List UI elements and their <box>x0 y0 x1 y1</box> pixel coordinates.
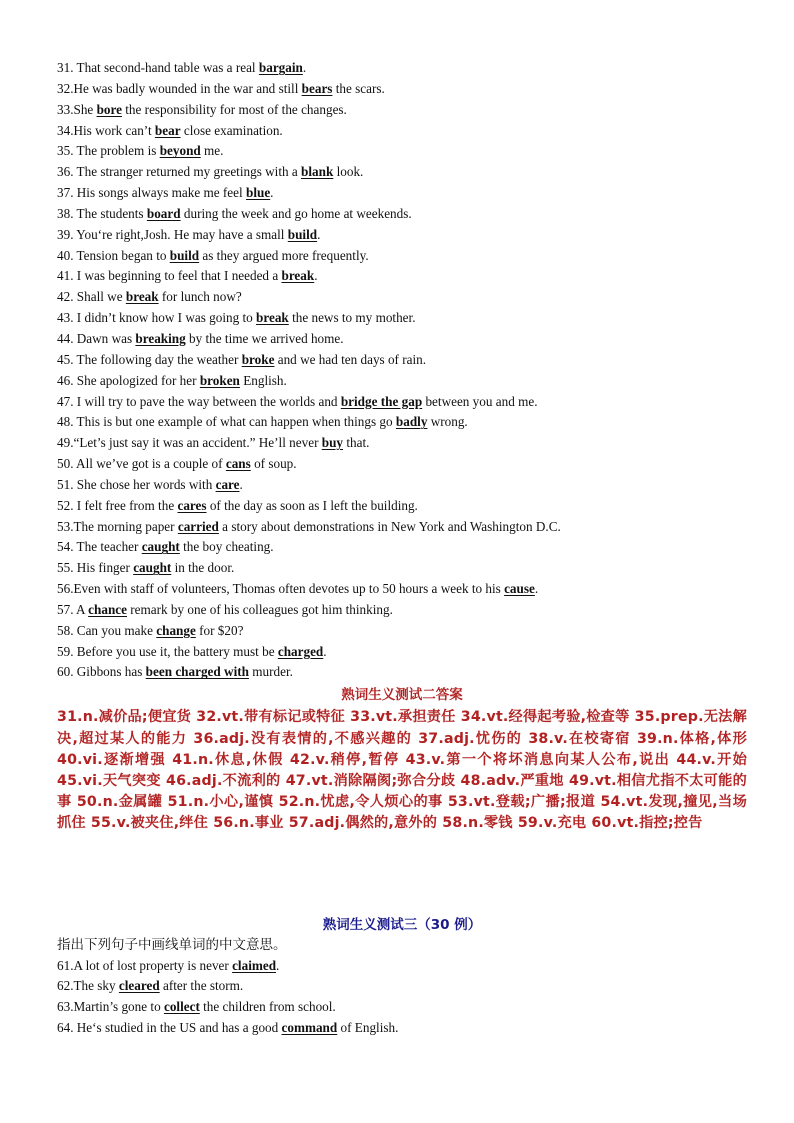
question-item <box>57 517 747 538</box>
question-text-after: the news to my mother. <box>288 310 416 326</box>
question-text-before: 35. The problem is <box>57 143 160 159</box>
question-text-after: of soup. <box>250 456 297 472</box>
question-text-after: the responsibility for most of the changes. <box>121 101 347 117</box>
question-text-before: 61.A lot of lost property is never <box>57 957 233 973</box>
question-text-before: 31. That second-hand table was a real <box>57 60 259 75</box>
underlined-word: caught <box>133 560 172 576</box>
question-text-before: 59. Before you use it, the battery must be <box>57 643 278 659</box>
question-text-before: 49.“Let’s just say it was an accident.” He’ll never <box>57 435 322 451</box>
question-item <box>57 454 747 475</box>
question-text-before: 56.Even with staff of volunteers, Thomas often devotes up to 50 hours a week to his <box>57 581 505 597</box>
question-item <box>57 956 747 977</box>
question-text-before: 36. The stranger returned my greetings with a <box>57 164 302 180</box>
answer-key-text: 31.n.减价品;便宜货 32.vt.带有标记或特征 33.vt.承担责任 34.vt.经得起考验,检查等 35.prep.无法解决,超过某人的能力 36.adj.没有表情的,不感兴趣的 37.adj.忧伤的 38.v.在校寄宿 39.n.体格,体形 40.vi.逐渐增强 41.n.休息,休假 42.v.稍停,暂停 43.v.第一个将坏消息向某人公布,说出 44.v.开始 45.vi.天气突变 46.adj.不流利的 47.vt.消除隔阂;弥合分歧 48.adv.严重地 49.vt.相信尤指不太可能的事 50.n.金属罐 51.n.小心,谨慎 52.n.忧虑,令人烦心的事 53.vt.登载;广播;报道 54.vt.发现,撞见,当场抓住 55.v.被夹住,绊住 56.n.事业 57.adj.偶然的,意外的 58.n.零钱 59.v.充电 60.vt.指控;控告 <box>57 709 747 832</box>
question-item <box>57 496 747 517</box>
question-text-before: 32.He was badly wounded in the war and still <box>57 80 302 96</box>
question-text-after: . <box>534 581 539 597</box>
question-item <box>57 412 747 433</box>
question-text-before: 62.The sky <box>57 978 119 994</box>
question-text-before: 55. His finger <box>57 560 134 576</box>
question-text-after: the scars. <box>332 80 385 96</box>
question-item <box>57 204 747 225</box>
question-item <box>57 579 747 600</box>
question-text-before: 51. She chose her words with <box>57 476 216 492</box>
question-item <box>57 100 747 121</box>
question-text-after: the boy cheating. <box>179 539 274 555</box>
question-item <box>57 433 747 454</box>
question-text-after: remark by one of his colleagues got him thinking. <box>126 601 393 617</box>
question-item <box>57 58 747 79</box>
underlined-word: break <box>256 310 289 326</box>
question-list-part3 <box>57 956 747 1039</box>
question-text-after: close examination. <box>180 122 283 138</box>
question-text-after: wrong. <box>427 414 468 430</box>
answer-key-title: 熟词生义测试二答案 <box>341 687 463 704</box>
underlined-word: cares <box>177 497 207 513</box>
question-text-before: 63.Martin’s gone to <box>57 999 164 1015</box>
question-item <box>57 162 747 183</box>
section-spacer <box>57 835 747 915</box>
question-text-before: 58. Can you make <box>57 622 157 638</box>
underlined-word: build <box>169 247 200 263</box>
underlined-word: carried <box>177 518 219 534</box>
question-text-after: as they argued more frequently. <box>199 247 369 263</box>
underlined-word: broken <box>199 372 240 388</box>
question-item <box>57 600 747 621</box>
underlined-word: bore <box>96 101 122 117</box>
question-item <box>57 997 747 1018</box>
question-item <box>57 329 747 350</box>
question-text-before: 44. Dawn was <box>57 330 136 346</box>
underlined-word: bridge the gap <box>340 393 423 409</box>
question-item <box>57 537 747 558</box>
question-item <box>57 225 747 246</box>
underlined-word: caught <box>141 539 180 555</box>
question-text-before: 54. The teacher <box>57 539 142 555</box>
worksheet-page <box>57 58 747 1039</box>
question-text-before: 50. All we’ve got is a couple of <box>57 456 226 472</box>
underlined-word: bears <box>301 80 333 96</box>
underlined-word: badly <box>395 414 428 430</box>
question-text-before: 46. She apologized for her <box>57 372 200 388</box>
underlined-word: buy <box>321 435 344 451</box>
underlined-word: break <box>281 268 315 284</box>
underlined-word: board <box>146 205 181 221</box>
question-item <box>57 976 747 997</box>
underlined-word: cause <box>504 581 535 597</box>
question-item <box>57 642 747 663</box>
test3-title: 熟词生义测试三（30 例） <box>322 916 482 933</box>
question-text-before: 45. The following day the weather <box>57 351 242 367</box>
question-item <box>57 1018 747 1039</box>
underlined-word: charged <box>277 643 324 659</box>
question-text-after: during the week and go home at weekends. <box>180 205 412 221</box>
question-text-after: of the day as soon as I left the building. <box>206 497 418 513</box>
question-item <box>57 350 747 371</box>
underlined-word: break <box>125 289 159 305</box>
underlined-word: change <box>156 622 196 638</box>
question-text-before: 38. The students <box>57 205 147 221</box>
test3-instruction: 指出下列句子中画线单词的中文意思。 <box>57 936 287 953</box>
question-item <box>57 141 747 162</box>
question-text-after: . <box>276 957 280 973</box>
question-text-before: 39. You‘re right,Josh. He may have a small <box>57 226 288 242</box>
question-text-before: 43. I didn’t know how I was going to <box>57 310 257 326</box>
underlined-word: bear <box>154 122 181 138</box>
question-item <box>57 79 747 100</box>
question-text-before: 57. A <box>57 601 89 617</box>
question-text-after: the children from school. <box>199 999 336 1015</box>
question-text-before: 40. Tension began to <box>57 247 170 263</box>
question-text-after: English. <box>239 372 287 388</box>
question-text-before: 47. I will try to pave the way between the worlds and <box>57 393 341 409</box>
question-item <box>57 183 747 204</box>
question-text-after: of English. <box>337 1020 399 1036</box>
question-text-after: . <box>317 226 321 242</box>
question-text-before: 48. This is but one example of what can happen when things go <box>57 414 396 430</box>
question-text-after: between you and me. <box>422 393 538 409</box>
question-item <box>57 621 747 642</box>
question-text-after: in the door. <box>171 560 235 576</box>
underlined-word: care <box>215 476 240 492</box>
question-text-after: that. <box>343 435 370 451</box>
question-text-after: a story about demonstrations in New York and Washington D.C. <box>218 518 561 534</box>
underlined-word: bargain <box>258 60 303 75</box>
underlined-word: beyond <box>159 143 201 159</box>
question-item <box>57 662 747 683</box>
underlined-word: been charged with <box>145 664 249 680</box>
question-text-after: after the storm. <box>159 978 244 994</box>
question-item <box>57 558 747 579</box>
underlined-word: claimed <box>232 957 277 973</box>
question-text-before: 60. Gibbons has <box>57 664 146 680</box>
question-text-before: 53.The morning paper <box>57 518 178 534</box>
question-text-after: murder. <box>248 664 293 680</box>
question-text-after: me. <box>200 143 224 159</box>
question-item <box>57 287 747 308</box>
question-item <box>57 246 747 267</box>
question-text-before: 64. He‘s studied in the US and has a good <box>57 1020 282 1036</box>
question-text-before: 52. I felt free from the <box>57 497 178 513</box>
underlined-word: broke <box>241 351 275 367</box>
question-text-before: 33.She <box>57 101 97 117</box>
question-text-before: 42. Shall we <box>57 289 126 305</box>
underlined-word: build <box>287 226 318 242</box>
question-text-after: for lunch now? <box>158 289 242 305</box>
question-text-after: and we had ten days of rain. <box>274 351 427 367</box>
underlined-word: chance <box>88 601 127 617</box>
question-text-after: . <box>314 268 318 284</box>
underlined-word: blank <box>301 164 334 180</box>
underlined-word: breaking <box>135 330 186 346</box>
question-text-after: . <box>302 60 307 75</box>
question-text-before: 37. His songs always make me feel <box>57 185 246 201</box>
underlined-word: collect <box>163 999 200 1015</box>
question-item <box>57 121 747 142</box>
question-item <box>57 371 747 392</box>
underlined-word: blue <box>245 185 271 201</box>
question-text-before: 41. I was beginning to feel that I needed a <box>57 268 282 284</box>
question-text-after: by the time we arrived home. <box>185 330 344 346</box>
question-text-after: . <box>239 476 243 492</box>
question-text-after: for $20? <box>195 622 244 638</box>
question-text-after: . <box>323 643 327 659</box>
question-item <box>57 475 747 496</box>
underlined-word: command <box>281 1020 338 1036</box>
question-text-after: . <box>270 185 274 201</box>
underlined-word: cans <box>225 456 251 472</box>
question-item <box>57 266 747 287</box>
question-list-part2 <box>57 58 747 683</box>
question-text-after: look. <box>333 164 364 180</box>
underlined-word: cleared <box>118 978 160 994</box>
question-item <box>57 392 747 413</box>
question-text-before: 34.His work can’t <box>57 122 155 138</box>
question-item <box>57 308 747 329</box>
